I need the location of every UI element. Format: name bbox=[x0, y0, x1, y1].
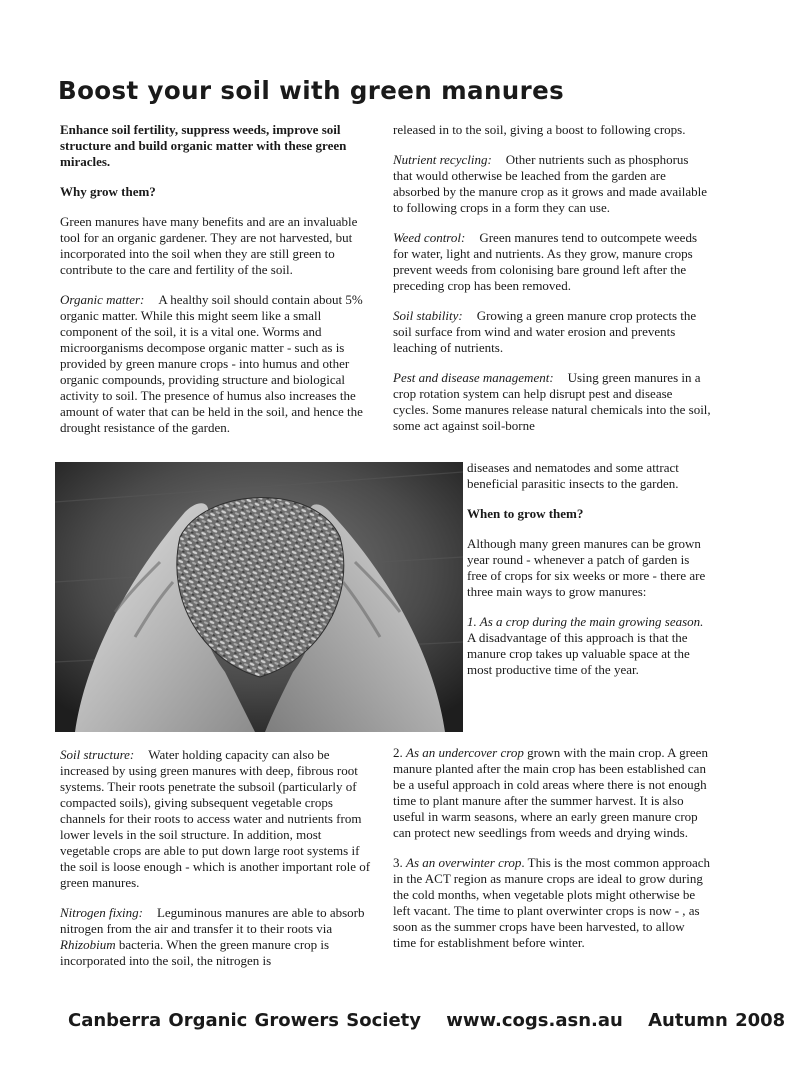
weed-text: Green manures tend to outcompete weeds for water, light and nutrients. As they grow, manure crops prevent weeds from colonising bare ground left after the preceding crop has been removed. bbox=[393, 230, 698, 293]
page-footer bbox=[68, 1010, 785, 1031]
way3-label: As an overwinter crop bbox=[406, 855, 522, 870]
nutrient-label: Nutrient recycling: bbox=[393, 152, 492, 167]
column-bottom-right bbox=[393, 745, 711, 965]
way2-number: 2. bbox=[393, 745, 403, 760]
stability-label: Soil stability: bbox=[393, 308, 463, 323]
pest-paragraph-start bbox=[393, 370, 711, 434]
way2-label: As an undercover crop bbox=[406, 745, 524, 760]
way1-paragraph bbox=[467, 614, 711, 678]
why-paragraph: Green manures have many benefits and are an invaluable tool for an organic gardener. They are not harvested, but incorporated into the soil when they are still green to contribute to the care and fertility of the soil. bbox=[60, 214, 358, 277]
way1-text: A disadvantage of this approach is that the manure crop takes up valuable space at the most productive time of the year. bbox=[467, 630, 690, 677]
column-top-right bbox=[393, 122, 711, 434]
stability-paragraph bbox=[393, 308, 711, 356]
footer-url: www.cogs.asn.au bbox=[446, 1010, 623, 1031]
structure-label: Soil structure: bbox=[60, 747, 135, 762]
why-heading: Why grow them? bbox=[60, 184, 156, 199]
footer-org: Canberra Organic Growers Society bbox=[68, 1010, 421, 1031]
stability-text: Growing a green manure crop protects the soil surface from wind and water erosion and prevents leaching of nutrients. bbox=[393, 308, 697, 355]
nitrogen-label: Nitrogen fixing: bbox=[60, 905, 143, 920]
article-title: Boost your soil with green manures bbox=[58, 76, 565, 105]
way3-number: 3. bbox=[393, 855, 403, 870]
footer-issue: Autumn 2008 bbox=[648, 1010, 785, 1031]
intro-paragraph: Enhance soil fertility, suppress weeds, improve soil structure and build organic matter with these green miracles. bbox=[60, 122, 347, 169]
organic-matter-paragraph bbox=[60, 292, 372, 436]
column-top-left bbox=[60, 122, 372, 450]
nitrogen-text-a: Leguminous manures are able to absorb nitrogen from the air and transfer it to their roots via bbox=[60, 905, 365, 936]
when-heading: When to grow them? bbox=[467, 506, 584, 521]
organic-matter-label: Organic matter: bbox=[60, 292, 145, 307]
pest-label: Pest and disease management: bbox=[393, 370, 554, 385]
weed-label: Weed control: bbox=[393, 230, 466, 245]
nitrogen-text-b: bacteria. When the green manure crop is incorporated into the soil, the nitrogen is bbox=[60, 937, 330, 968]
seeds-in-hands-photo bbox=[55, 462, 463, 732]
released-paragraph: released in to the soil, giving a boost to following crops. bbox=[393, 122, 686, 137]
weed-paragraph bbox=[393, 230, 711, 294]
organic-matter-text: A healthy soil should contain about 5% organic matter. While this might seem like a small component of the soil, it is a vital one. Worms and microorganisms decompose organic matter - such as is provided by green manure crops - into humus and other organic compounds, providing structure and biological activity to soil. The presence of humus also increases the amount of water that can be held in the soil, and hence the drought resistance of the garden. bbox=[60, 292, 363, 435]
nutrient-paragraph bbox=[393, 152, 711, 216]
structure-text: Water holding capacity can also be increased by using green manures with deep, fibrous root systems. Their roots penetrate the subsoil (particularly of compacted soils), giving subsequent vegetable crops channels for their roots to access water and nutrients from lower levels in the soil structure. In addition, most vegetable crops are able to put down large root systems if the soil is loose enough - which is another important role of green manures. bbox=[60, 747, 371, 890]
structure-paragraph bbox=[60, 747, 372, 891]
seeds-in-hands-illustration bbox=[55, 462, 463, 732]
pest-text-a: Using green manures in a crop rotation system can help disrupt pest and disease cycles. Some manures release natural chemicals into the soil, some act against soil-borne bbox=[393, 370, 711, 433]
way1-label: 1. As a crop during the main growing season. bbox=[467, 614, 704, 629]
rhizobium-term: Rhizobium bbox=[60, 937, 116, 952]
when-paragraph: Although many green manures can be grown year round - whenever a patch of garden is free of crops for six weeks or more - there are three main ways to grow manures: bbox=[467, 536, 706, 599]
column-bottom-left bbox=[60, 747, 372, 983]
way3-paragraph bbox=[393, 855, 711, 951]
column-beside-photo bbox=[467, 460, 711, 692]
nutrient-text: Other nutrients such as phosphorus that would otherwise be leached from the garden are absorbed by the manure crop as it grows and made available to following crops in a form they can use. bbox=[393, 152, 708, 215]
way3-text: . This is the most common approach in the ACT region as manure crops are ideal to grow during the cold months, when vegetable plots might otherwise be left vacant. The time to plant overwinter crops is now - , as soon as the summer crops have been harvested, to allow time for establishment before winter. bbox=[393, 855, 711, 950]
way2-paragraph bbox=[393, 745, 711, 841]
nitrogen-paragraph bbox=[60, 905, 372, 969]
way2-text: grown with the main crop. A green manure planted after the main crop has been established can be a useful approach in cold areas where there is not enough time to plant manure after the summer harvest. It is also useful in warm seasons, where an early green manure crop can protect new seedlings from weeds and drying winds. bbox=[393, 745, 708, 840]
pest-paragraph-end: diseases and nematodes and some attract beneficial parasitic insects to the garden. bbox=[467, 460, 679, 491]
